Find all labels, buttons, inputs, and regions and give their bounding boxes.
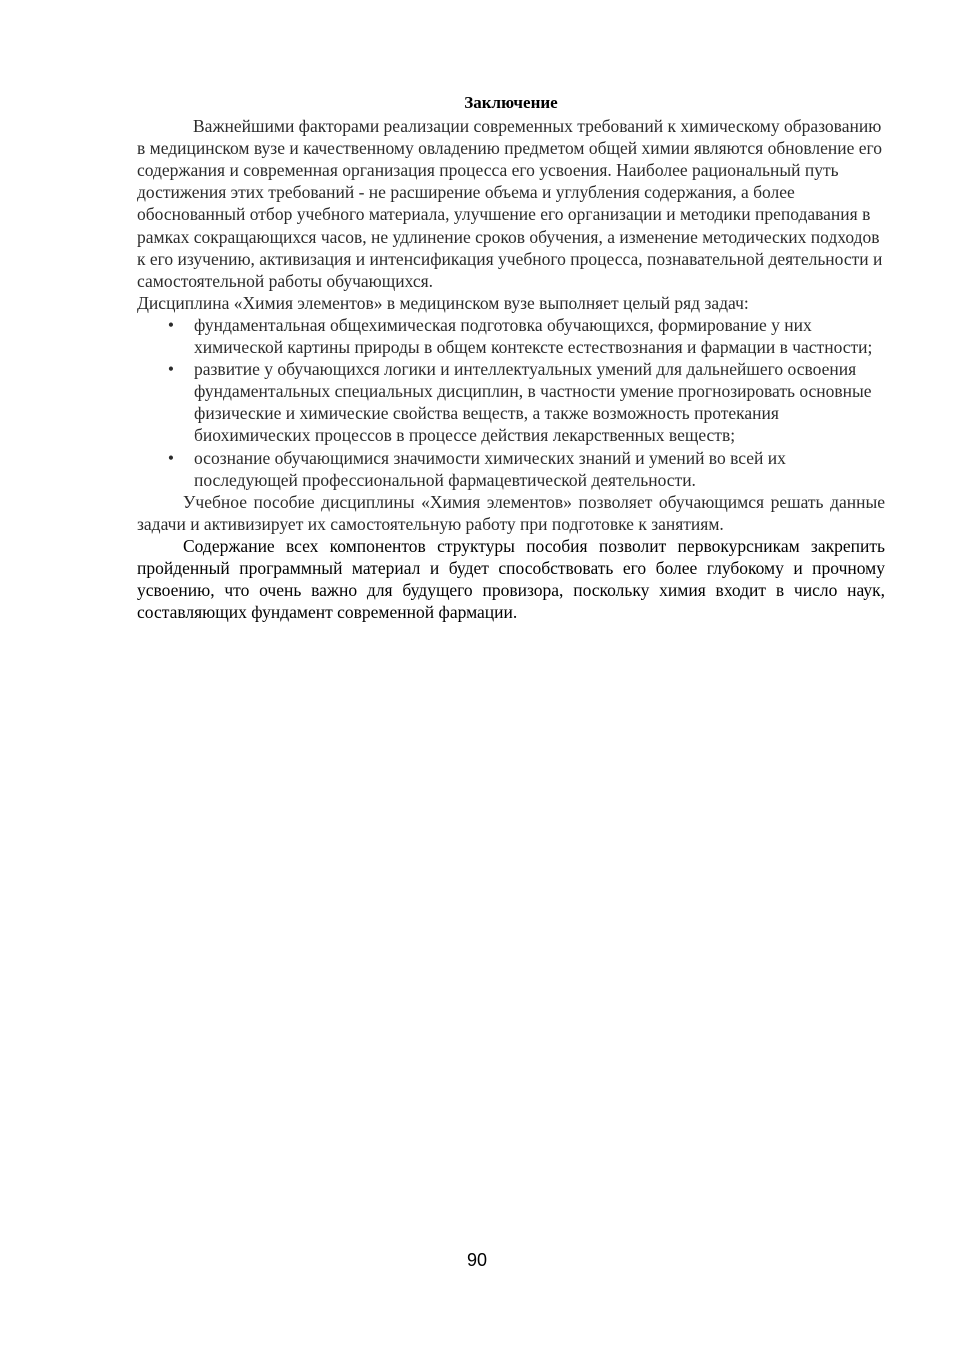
document-body [137, 92, 885, 623]
bullet-icon: • [167, 447, 175, 468]
list-item-text: осознание обучающимися значимости химических знаний и умений во всей их последующей профессиональной фармацевтической деятельности. [194, 447, 786, 490]
page-number: 90 [466, 1250, 488, 1270]
list-item [137, 314, 885, 358]
bullet-icon: • [167, 359, 175, 380]
list-item-text: развитие у обучающихся логики и интеллектуальных умений для дальнейшего освоения фундаментальных специальных дисциплин, в частности умение прогнозировать основные физические и химические свойства веществ, а также возможность протекания биохимических процессов в процессе действия лекарственных веществ; [194, 359, 872, 446]
list-item-text: фундаментальная общехимическая подготовка обучающихся, формирование у них химической картины природы в общем контексте естествознания и фармации в частности; [194, 314, 873, 358]
section-title: Заключение [464, 93, 558, 112]
manual-paragraph: Учебное пособие дисциплины «Химия элементов» позволяет обучающимся решать данные задачи и активизирует их самостоятельную работу при подготовке к занятиям. [137, 491, 885, 534]
intro-paragraph: Важнейшими факторами реализации современных требований к химическому образованию в медицинском вузе и качественному овладению предметом общей химии являются обновление его содержания и современная организация процесса его усвоения. Наиболее рациональный путь достижения этих требований - не расширение объема и углубления содержания, а более обоснованный отбор учебного материала, улучшение его организации и методики преподавания в рамках сокращающихся часов, не удлинение сроков обучения, а изменение методических подходов к его изучению, активизация и интенсификация учебного процесса, познавательной деятельности и самостоятельной работы обучающихся. [137, 116, 883, 291]
tasks-list [137, 314, 885, 491]
list-item [137, 358, 885, 446]
tasks-lead-paragraph: Дисциплина «Химия элементов» в медицинском вузе выполняет целый ряд задач: [137, 292, 749, 313]
bullet-icon: • [167, 314, 175, 335]
list-item [137, 447, 885, 491]
closing-paragraph: Содержание всех компонентов структуры пособия позволит первокурсникам закрепить пройденный программный материал и будет способствовать его более глубокому и прочному усвоению, что очень важно для будущего провизора, поскольку химия входит в число наук, составляющих фундамент современной фармации. [137, 535, 885, 623]
